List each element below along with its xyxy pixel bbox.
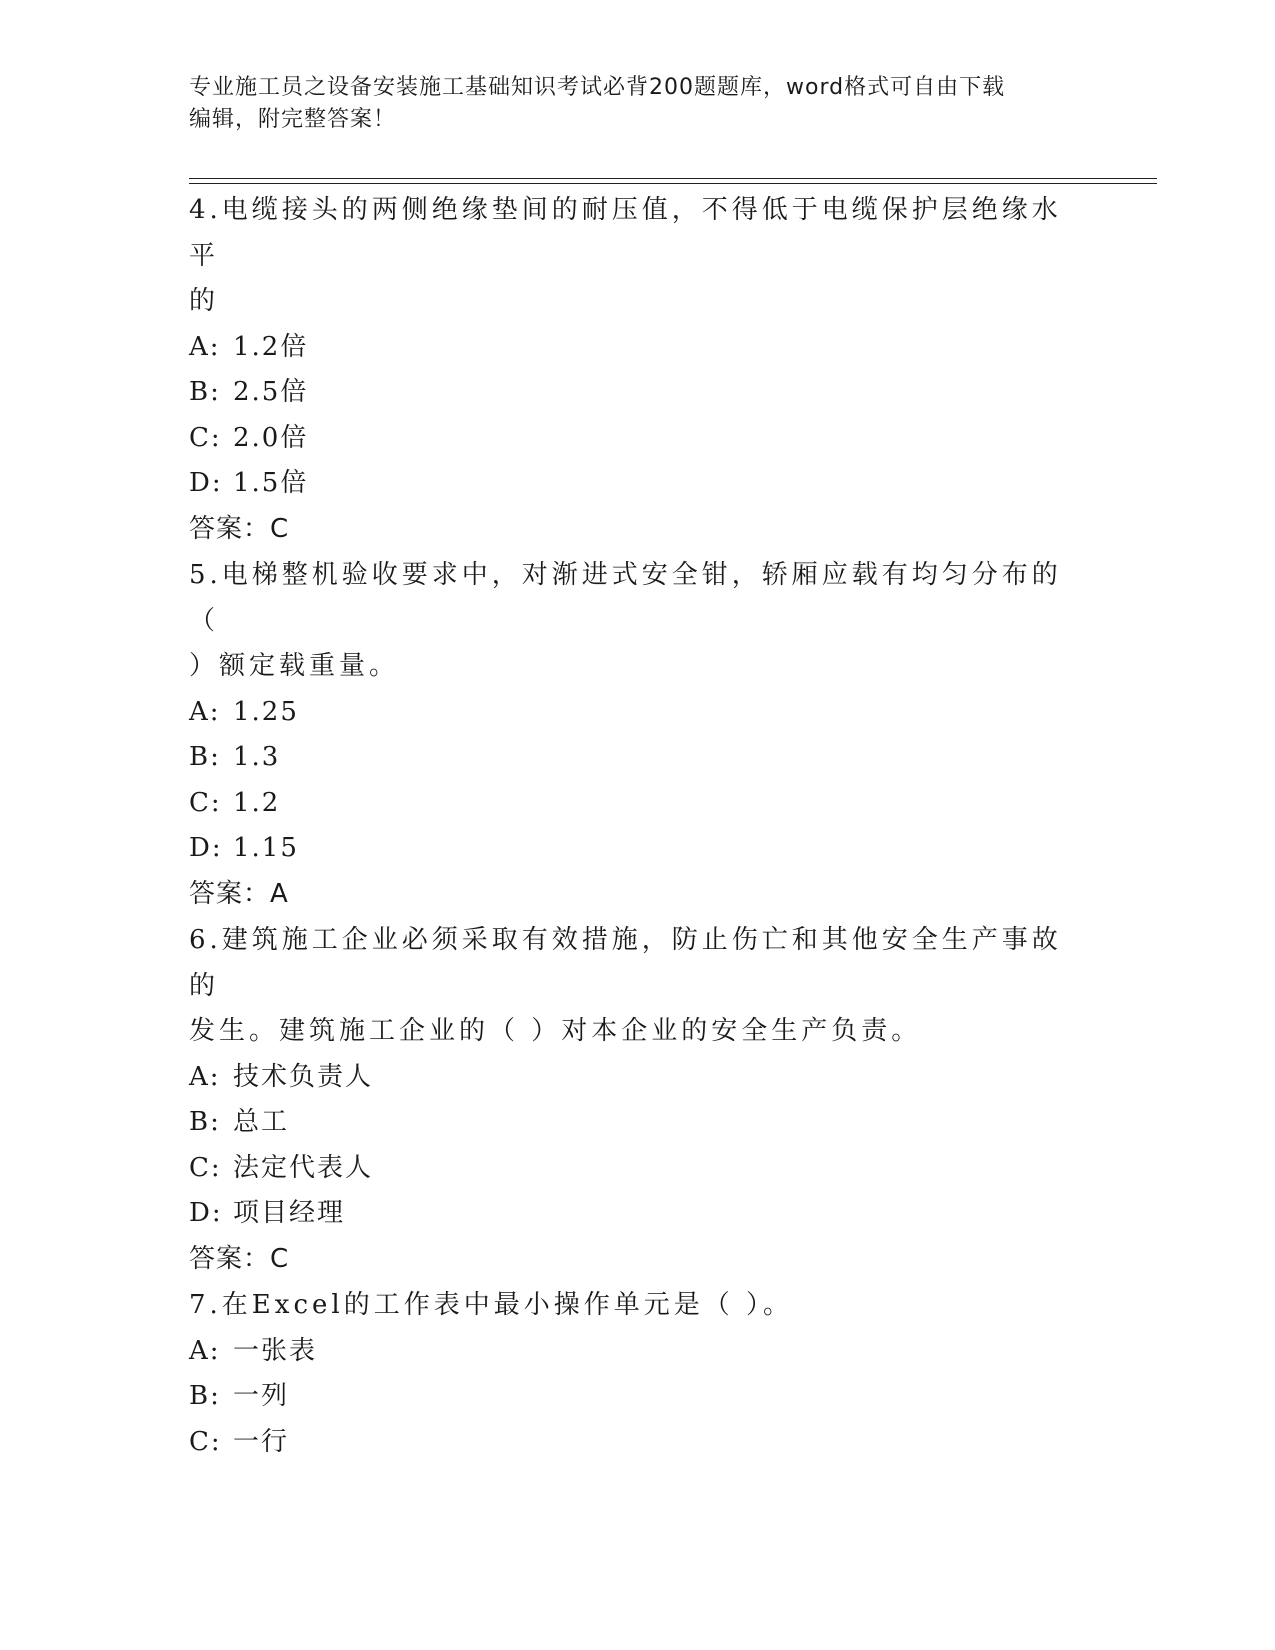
header-divider-bottom bbox=[189, 183, 1157, 184]
question-stem-line-2: 的 bbox=[189, 286, 220, 316]
option-text: 2.0倍 bbox=[233, 422, 309, 453]
option-a bbox=[189, 690, 1069, 736]
option-key: A: bbox=[189, 1061, 221, 1092]
answer-line bbox=[189, 507, 1069, 553]
question-stem-line-1: 6.建筑施工企业必须采取有效措施，防止伤亡和其他安全生产事故的 bbox=[189, 925, 1062, 1001]
option-text: 一列 bbox=[233, 1381, 290, 1411]
answer-line bbox=[189, 872, 1069, 918]
option-text: 1.5倍 bbox=[233, 468, 309, 498]
option-text: 技术负责人 bbox=[233, 1061, 374, 1092]
option-key: A: bbox=[189, 696, 221, 727]
header-line-2: 编辑，附完整答案！ bbox=[189, 107, 397, 132]
question-stem-line-1: 4.电缆接头的两侧绝缘垫间的耐压值，不得低于电缆保护层绝缘水平 bbox=[189, 195, 1062, 271]
option-text: 2.5倍 bbox=[233, 377, 309, 407]
answer-line bbox=[189, 1237, 1069, 1283]
option-key: D: bbox=[189, 468, 223, 498]
option-a bbox=[189, 1329, 1069, 1375]
answer-label: 答案： bbox=[189, 878, 271, 909]
option-key: B: bbox=[189, 377, 221, 407]
header-divider-top bbox=[189, 178, 1157, 179]
option-b bbox=[189, 735, 1069, 781]
option-d bbox=[189, 826, 1069, 872]
question-6 bbox=[189, 918, 1069, 1282]
question-stem-line-1: 5.电梯整机验收要求中，对渐进式安全钳，轿厢应载有均匀分布的（ bbox=[189, 560, 1062, 636]
option-key: D: bbox=[189, 833, 223, 863]
document-header bbox=[189, 72, 1069, 136]
option-b bbox=[189, 1100, 1069, 1146]
option-text: 1.3 bbox=[233, 742, 281, 772]
option-text: 1.2倍 bbox=[233, 331, 309, 362]
question-4 bbox=[189, 188, 1069, 552]
option-key: C: bbox=[189, 787, 222, 818]
option-b bbox=[189, 370, 1069, 416]
option-d bbox=[189, 1191, 1069, 1237]
option-c bbox=[189, 781, 1069, 827]
option-key: D: bbox=[189, 1198, 223, 1228]
answer-value: C bbox=[270, 1243, 289, 1274]
option-key: C: bbox=[189, 1426, 222, 1457]
answer-value: A bbox=[270, 878, 288, 909]
option-key: A: bbox=[189, 331, 221, 362]
option-key: B: bbox=[189, 1107, 221, 1137]
option-d bbox=[189, 461, 1069, 507]
option-key: A: bbox=[189, 1335, 221, 1366]
option-text: 1.15 bbox=[233, 833, 299, 863]
option-b bbox=[189, 1374, 1069, 1420]
option-c bbox=[189, 416, 1069, 462]
question-stem-line-2: ）额定载重量。 bbox=[189, 651, 400, 681]
question-stem-line-1: 7.在Excel的工作表中最小操作单元是（ ）。 bbox=[189, 1290, 793, 1320]
option-text: 总工 bbox=[233, 1107, 290, 1137]
option-text: 1.2 bbox=[233, 787, 281, 818]
question-5 bbox=[189, 553, 1069, 917]
option-c bbox=[189, 1420, 1069, 1466]
option-text: 项目经理 bbox=[233, 1198, 346, 1228]
option-a bbox=[189, 325, 1069, 371]
option-c bbox=[189, 1146, 1069, 1192]
answer-value: C bbox=[270, 513, 289, 544]
option-text: 一张表 bbox=[233, 1335, 318, 1366]
option-text: 一行 bbox=[233, 1426, 290, 1457]
option-text: 1.25 bbox=[233, 696, 299, 727]
answer-label: 答案： bbox=[189, 1243, 271, 1274]
option-text: 法定代表人 bbox=[233, 1152, 374, 1183]
option-a bbox=[189, 1055, 1069, 1101]
question-7 bbox=[189, 1283, 1069, 1465]
option-key: B: bbox=[189, 1381, 221, 1411]
option-key: B: bbox=[189, 742, 221, 772]
question-stem-line-2: 发生。建筑施工企业的（ ）对本企业的安全生产负责。 bbox=[189, 1016, 922, 1046]
header-line-1: 专业施工员之设备安装施工基础知识考试必背200题题库，word格式可自由下载 bbox=[189, 75, 1006, 100]
option-key: C: bbox=[189, 422, 222, 453]
answer-label: 答案： bbox=[189, 513, 271, 544]
option-key: C: bbox=[189, 1152, 222, 1183]
